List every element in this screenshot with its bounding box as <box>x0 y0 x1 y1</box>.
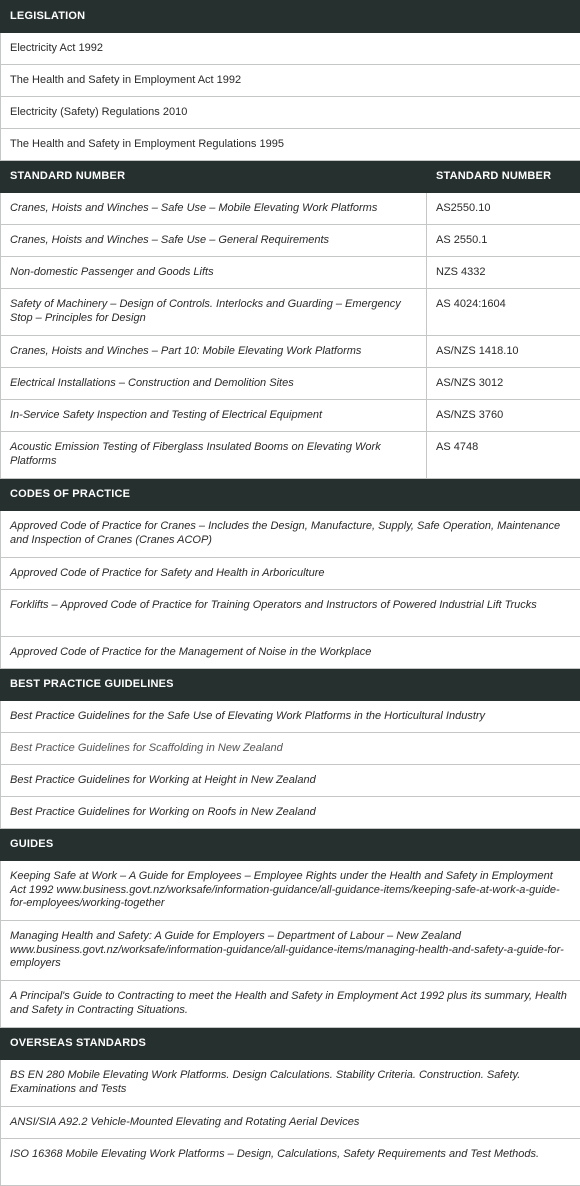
overseas-item: BS EN 280 Mobile Elevating Work Platforms. Design Calculations. Stability Criteria. Construction. Safety. Examinations and Tests <box>1 1060 580 1107</box>
table-row <box>1 336 580 368</box>
table-row <box>1 33 580 65</box>
legislation-header: LEGISLATION <box>1 1 580 33</box>
guideline-item: Best Practice Guidelines for the Safe Use of Elevating Work Platforms in the Horticultural Industry <box>1 701 580 733</box>
standard-title: Cranes, Hoists and Winches – Safe Use – Mobile Elevating Work Platforms <box>1 193 427 225</box>
table-row <box>1 257 580 289</box>
guideline-item: Best Practice Guidelines for Working on Roofs in New Zealand <box>1 797 580 829</box>
standard-title: Acoustic Emission Testing of Fiberglass Insulated Booms on Elevating Work Platforms <box>1 432 427 479</box>
standard-number: AS 2550.1 <box>427 225 580 257</box>
code-item: Forklifts – Approved Code of Practice for Training Operators and Instructors of Powered Industrial Lift Trucks <box>1 590 580 637</box>
standard-number: AS 4024:1604 <box>427 289 580 336</box>
table-row <box>1 400 580 432</box>
table-row <box>1 701 580 733</box>
standard-number: AS2550.10 <box>427 193 580 225</box>
overseas-item: ISO 16368 Mobile Elevating Work Platforms – Design, Calculations, Safety Requirements and Test Methods. <box>1 1139 580 1186</box>
table-row <box>1 97 580 129</box>
standard-number: AS/NZS 3760 <box>427 400 580 432</box>
guidelines-header-row <box>1 669 580 701</box>
guides-header: GUIDES <box>1 829 580 861</box>
table-row <box>1 637 580 669</box>
standard-title: Safety of Machinery – Design of Controls. Interlocks and Guarding – Emergency Stop – Principles for Design <box>1 289 427 336</box>
guideline-item: Best Practice Guidelines for Working at Height in New Zealand <box>1 765 580 797</box>
code-item: Approved Code of Practice for the Management of Noise in the Workplace <box>1 637 580 669</box>
guide-item: Keeping Safe at Work – A Guide for Employees – Employee Rights under the Health and Safety in Employment Act 1992 www.business.govt.nz/worksafe/information-guidance/all-guidance-items/keeping-safe-at-work-a-guide-for-employees/working-together <box>1 861 580 921</box>
table-row <box>1 558 580 590</box>
table-row <box>1 1107 580 1139</box>
table-row <box>1 733 580 765</box>
legislation-item: Electricity Act 1992 <box>1 33 580 65</box>
table-row <box>1 432 580 479</box>
code-item: Approved Code of Practice for Safety and Health in Arboriculture <box>1 558 580 590</box>
table-row <box>1 981 580 1028</box>
table-row <box>1 590 580 637</box>
guides-header-row <box>1 829 580 861</box>
table-row <box>1 797 580 829</box>
table-row <box>1 921 580 981</box>
code-item: Approved Code of Practice for Cranes – Includes the Design, Manufacture, Supply, Safe Operation, Maintenance and Inspection of Cranes (Cranes ACOP) <box>1 511 580 558</box>
table-row <box>1 225 580 257</box>
guideline-item: Best Practice Guidelines for Scaffolding in New Zealand <box>1 733 580 765</box>
standards-header-right: STANDARD NUMBER <box>427 161 580 193</box>
table-row <box>1 129 580 161</box>
standards-header-left: STANDARD NUMBER <box>1 161 427 193</box>
guide-item: A Principal's Guide to Contracting to meet the Health and Safety in Employment Act 1992 plus its summary, Health and Safety in Contracting Situations. <box>1 981 580 1028</box>
standards-header-row <box>1 161 580 193</box>
legislation-header-row <box>1 1 580 33</box>
table-row <box>1 193 580 225</box>
table-row <box>1 1139 580 1186</box>
codes-header: CODES OF PRACTICE <box>1 479 580 511</box>
table-row <box>1 65 580 97</box>
overseas-header: OVERSEAS STANDARDS <box>1 1028 580 1060</box>
legislation-item: Electricity (Safety) Regulations 2010 <box>1 97 580 129</box>
standard-title: Electrical Installations – Construction and Demolition Sites <box>1 368 427 400</box>
guidelines-header: BEST PRACTICE GUIDELINES <box>1 669 580 701</box>
standard-title: Non-domestic Passenger and Goods Lifts <box>1 257 427 289</box>
table-row <box>1 289 580 336</box>
overseas-item: ANSI/SIA A92.2 Vehicle-Mounted Elevating and Rotating Aerial Devices <box>1 1107 580 1139</box>
codes-header-row <box>1 479 580 511</box>
standard-number: AS/NZS 3012 <box>427 368 580 400</box>
table-row <box>1 861 580 921</box>
standard-title: Cranes, Hoists and Winches – Part 10: Mobile Elevating Work Platforms <box>1 336 427 368</box>
table-row <box>1 511 580 558</box>
standard-number: AS 4748 <box>427 432 580 479</box>
standard-number: AS/NZS 1418.10 <box>427 336 580 368</box>
standard-title: Cranes, Hoists and Winches – Safe Use – General Requirements <box>1 225 427 257</box>
legislation-item: The Health and Safety in Employment Act 1992 <box>1 65 580 97</box>
table-row <box>1 765 580 797</box>
table-row <box>1 1060 580 1107</box>
legislation-item: The Health and Safety in Employment Regulations 1995 <box>1 129 580 161</box>
standard-number: NZS 4332 <box>427 257 580 289</box>
standard-title: In-Service Safety Inspection and Testing of Electrical Equipment <box>1 400 427 432</box>
guide-item: Managing Health and Safety: A Guide for Employers – Department of Labour – New Zealand www.business.govt.nz/worksafe/information-guidance/all-guidance-items/managing-health-and-safety-a-guide-for-employers <box>1 921 580 981</box>
overseas-header-row <box>1 1028 580 1060</box>
table-row <box>1 368 580 400</box>
